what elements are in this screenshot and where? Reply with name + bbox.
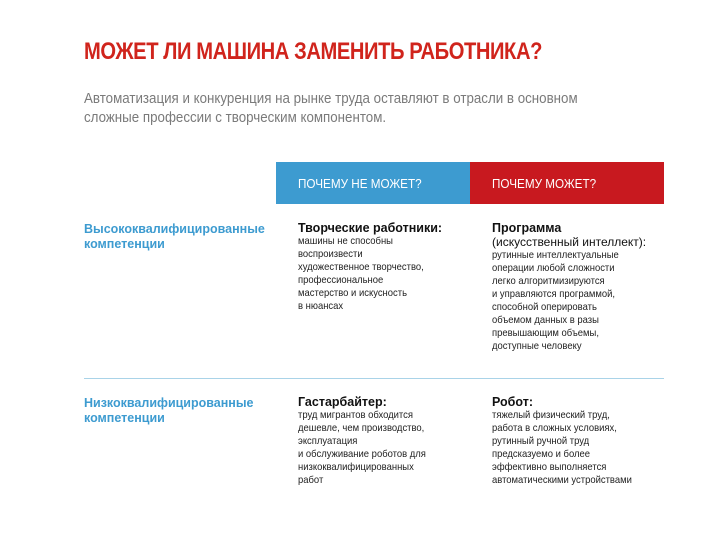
page-subtitle: Автоматизация и конкуренция на рынке труда оставляют в отрасли в основном сложные профессии с творческим компонентом. xyxy=(84,91,578,126)
row-label-high-skill: Высококвалифицированные компетенции xyxy=(84,222,265,251)
column-header-cannot-label: ПОЧЕМУ НЕ МОЖЕТ? xyxy=(298,175,422,191)
cell-heading: Гастарбайтер: xyxy=(298,395,387,409)
cell-heading: Программа xyxy=(492,221,562,235)
page-title: МОЖЕТ ЛИ МАШИНА ЗАМЕНИТЬ РАБОТНИКА? xyxy=(84,38,542,65)
row-label-low-skill: Низкоквалифицированные компетенции xyxy=(84,396,254,425)
column-header-can xyxy=(470,162,664,204)
cell-body: труд мигрантов обходится дешевле, чем производство, эксплуатация и обслуживание роботов для низкоквалифицированных работ xyxy=(298,409,426,486)
cell-heading: Творческие работники: xyxy=(298,221,443,235)
cell-subheading: (искусственный интеллект): xyxy=(492,235,647,249)
cell-low-skill-can xyxy=(492,395,667,487)
cell-low-skill-cannot xyxy=(298,395,473,487)
cell-body: тяжелый физический труд, работа в сложных условиях, рутинный ручной труд предсказуемо и более эффективно выполняется автоматическими устройствами xyxy=(492,409,632,486)
cell-body: рутинные интеллектуальные операции любой сложности легко алгоритмизируются и управляются программой, способной оперировать объемом данных в разы превышающим объемы, доступные человеку xyxy=(492,249,619,352)
cell-body: машины не способны воспроизвести художественное творчество, профессиональное мастерство и искусность в нюансах xyxy=(298,235,424,312)
cell-high-skill-can xyxy=(492,221,667,353)
cell-heading: Робот: xyxy=(492,395,533,409)
column-header-cannot xyxy=(276,162,470,204)
column-header-can-label: ПОЧЕМУ МОЖЕТ? xyxy=(492,175,597,191)
row-divider xyxy=(84,378,664,379)
cell-high-skill-cannot xyxy=(298,221,473,313)
